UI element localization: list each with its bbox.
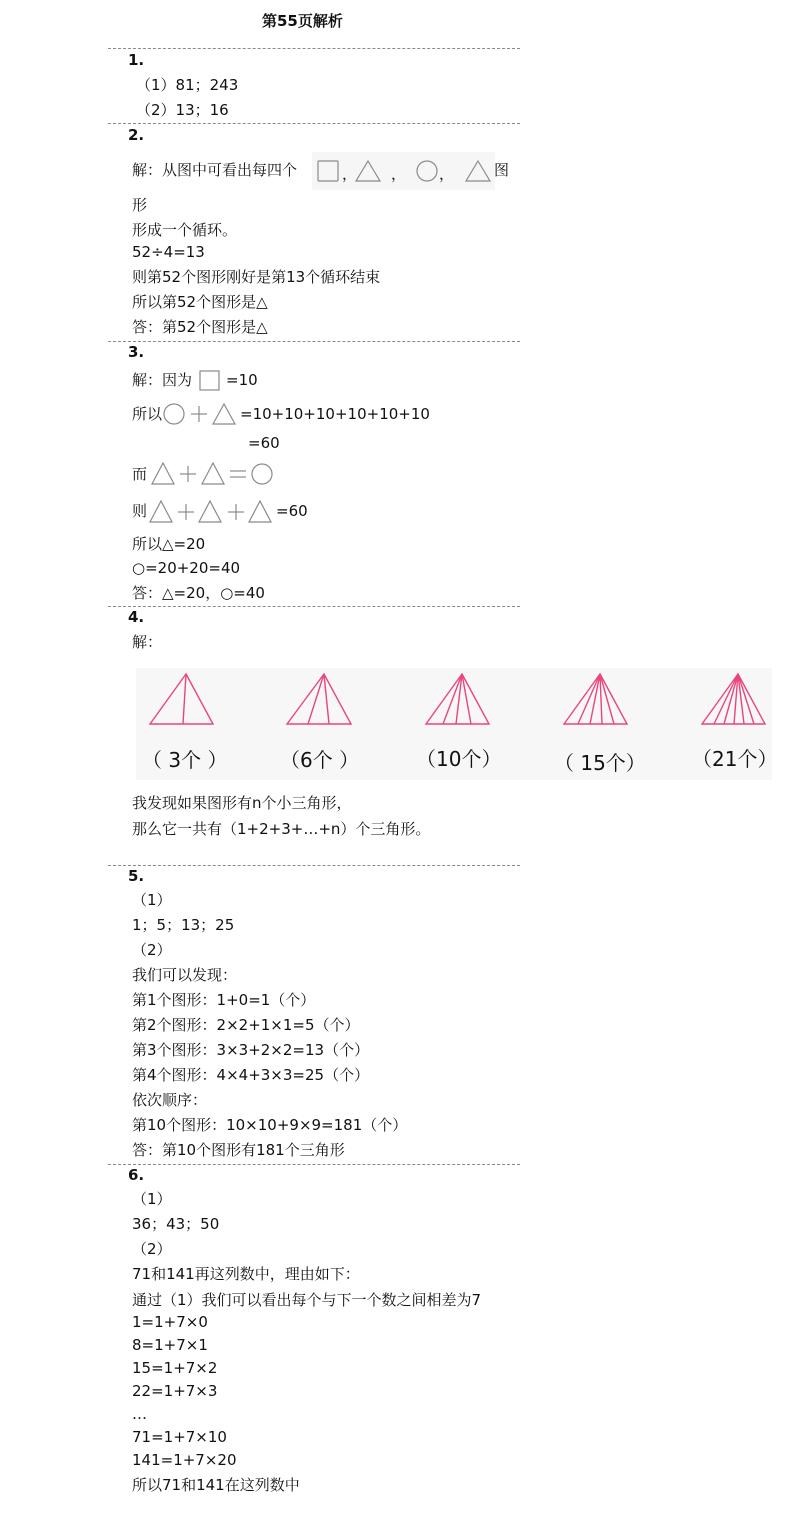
triangle-count-figure xyxy=(136,668,778,780)
square-icon xyxy=(198,369,222,393)
separator xyxy=(108,1164,520,1165)
answer-line: 第4个图形：4×4+3×3=25（个） xyxy=(132,1066,370,1084)
triangle-icon xyxy=(150,501,172,522)
square-icon xyxy=(318,161,338,181)
triangle-fan-3 xyxy=(287,674,351,724)
answer-line: 解：从图中可看出每四个 xyxy=(132,161,298,179)
triangle-fan-2 xyxy=(150,674,213,724)
answer-line: 所以71和141在这列数中 xyxy=(132,1476,300,1494)
answer-line: 第2个图形：2×2+1×1=5（个） xyxy=(132,1016,360,1034)
circle-icon xyxy=(252,464,272,484)
answer-line: 第10个图形：10×10+9×9=181（个） xyxy=(132,1116,408,1134)
figure-label: （10个） xyxy=(416,747,502,771)
answer-line: （1）81；243 xyxy=(136,76,239,94)
answer-line: 8=1+7×1 xyxy=(132,1336,208,1354)
separator xyxy=(108,865,520,866)
answer-line: 则 xyxy=(132,502,148,520)
answer-line: （2） xyxy=(132,1240,172,1258)
answer-line: 52÷4=13 xyxy=(132,243,205,261)
answer-line: =60 xyxy=(276,502,308,520)
separator xyxy=(108,606,520,607)
answer-line: 第3个图形：3×3+2×2=13（个） xyxy=(132,1041,370,1059)
answer-line: 则第52个图形刚好是第13个循环结束 xyxy=(132,268,381,286)
comma: ， xyxy=(439,165,455,183)
figure-label: （ 3个 ） xyxy=(142,748,228,772)
question-number-6: 6. xyxy=(128,1166,145,1184)
answer-line: 那么它一共有（1+2+3+…+n）个三角形。 xyxy=(132,820,431,838)
triangle-icon xyxy=(152,463,174,484)
circle-icon xyxy=(417,161,437,181)
triangle-icon xyxy=(199,501,221,522)
triangle-fan-6 xyxy=(702,674,765,724)
triangle-icon xyxy=(213,404,235,424)
answer-line: （1） xyxy=(132,1190,172,1208)
answer-line: 答：△=20，○=40 xyxy=(132,584,265,602)
answer-line: … xyxy=(132,1405,147,1423)
answer-line: =60 xyxy=(248,434,280,452)
answer-line: 15=1+7×2 xyxy=(132,1359,218,1377)
answer-line: 第1个图形：1+0=1（个） xyxy=(132,991,316,1009)
question-number-2: 2. xyxy=(128,126,145,144)
answer-line: 22=1+7×3 xyxy=(132,1382,218,1400)
circle-icon xyxy=(164,404,184,424)
answer-line: 答：第52个图形是△ xyxy=(132,318,268,336)
answer-line: 所以第52个图形是△ xyxy=(132,293,268,311)
answer-line: 形成一个循环。 xyxy=(132,221,238,239)
answer-line: 形 xyxy=(132,196,148,214)
comma: ， xyxy=(391,165,407,183)
separator xyxy=(108,123,520,124)
answer-line: ○=20+20=40 xyxy=(132,559,241,577)
figure-label: （6个 ） xyxy=(280,748,360,772)
answer-line: 解： xyxy=(132,633,163,651)
page-title: 第55页解析 xyxy=(262,12,343,30)
triangle-icon xyxy=(249,501,271,522)
answer-line: 我发现如果图形有n个小三角形， xyxy=(132,794,352,812)
answer-line: （2）13；16 xyxy=(136,101,229,119)
triangle-icon xyxy=(202,463,224,484)
triangle-plus-triangle-equals-circle-image xyxy=(150,460,276,488)
triangle-sum-image xyxy=(148,498,274,526)
answer-line: 图 xyxy=(494,161,510,179)
figure-label: （ 15个） xyxy=(554,751,646,775)
answer-line: 所以 xyxy=(132,405,163,423)
answer-line: 141=1+7×20 xyxy=(132,1451,237,1469)
answer-line: 71和141再这列数中，理由如下： xyxy=(132,1265,360,1283)
figure-label: （21个） xyxy=(692,747,778,771)
answer-line: 71=1+7×10 xyxy=(132,1428,227,1446)
answer-line: （1） xyxy=(132,891,172,909)
comma: ， xyxy=(342,165,358,183)
answer-line: （2） xyxy=(132,941,172,959)
question-number-1: 1. xyxy=(128,51,145,69)
triangle-icon xyxy=(356,161,380,181)
question-number-4: 4. xyxy=(128,608,145,626)
question-number-5: 5. xyxy=(128,867,145,885)
answer-line: =10 xyxy=(226,371,258,389)
answer-line: 答：第10个图形有181个三角形 xyxy=(132,1141,345,1159)
answer-line: 1；5；13；25 xyxy=(132,916,235,934)
triangle-icon xyxy=(466,161,490,181)
answer-line: =10+10+10+10+10+10 xyxy=(240,405,430,423)
circle-plus-triangle-image xyxy=(162,401,238,427)
answer-line: 36；43；50 xyxy=(132,1215,220,1233)
answer-line: 通过（1）我们可以看出每个与下一个数之间相差为7 xyxy=(132,1291,482,1309)
separator xyxy=(108,48,520,49)
answer-line: 我们可以发现： xyxy=(132,966,238,984)
separator xyxy=(108,341,520,342)
question-number-3: 3. xyxy=(128,343,145,361)
answer-line: 1=1+7×0 xyxy=(132,1313,208,1331)
answer-line: 依次顺序： xyxy=(132,1091,208,1109)
answer-line: 所以△=20 xyxy=(132,535,206,553)
answer-line: 而 xyxy=(132,465,148,483)
answer-line: 解：因为 xyxy=(132,371,193,389)
